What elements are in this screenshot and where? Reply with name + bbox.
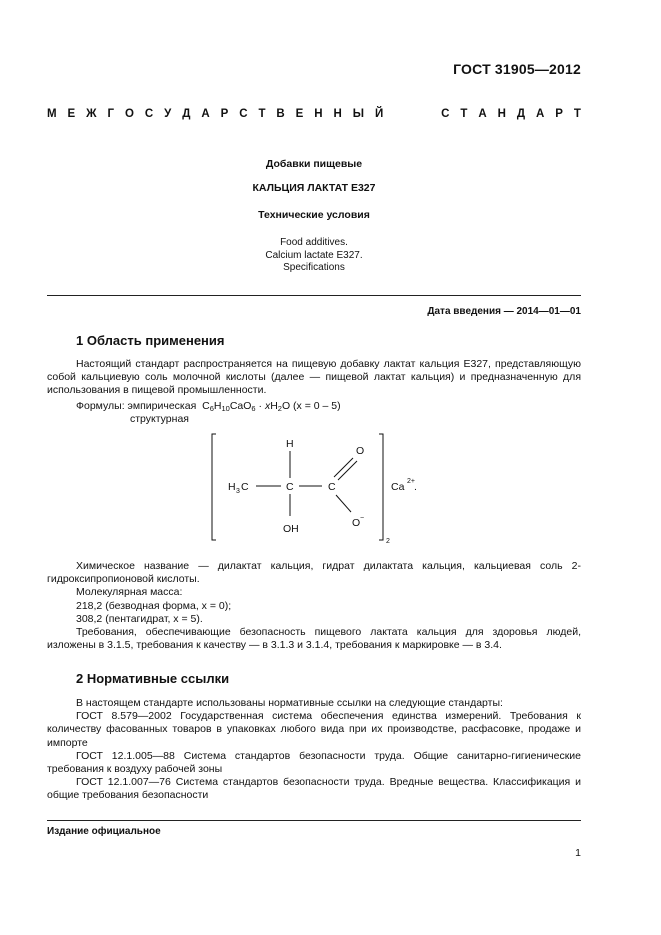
banner-letter: Ж <box>86 108 97 120</box>
reference-gost-12-1-005: ГОСТ 12.1.005—88 Система стандартов безопасности труда. Общие санитарно-гигиенические требования к воздуху рабочей зоны <box>47 749 581 776</box>
banner-letter: Е <box>67 108 76 120</box>
edition-label: Издание официальное <box>47 826 161 837</box>
section-2-body <box>47 697 581 803</box>
formula-o-sub: 6 <box>251 404 256 413</box>
formula-h2: H <box>270 400 278 412</box>
formula-h: H <box>213 400 222 412</box>
banner-letter: А <box>535 108 545 120</box>
molecular-mass-label: Молекулярная масса: <box>76 586 183 599</box>
footer-divider <box>47 820 581 821</box>
left-bracket <box>212 434 216 540</box>
formula-x: x <box>264 400 271 412</box>
section-1-intro <box>47 358 581 398</box>
introduction-date: Дата введения — 2014—01—01 <box>427 306 581 317</box>
carbon-carboxyl: C <box>328 481 336 493</box>
calcium-charge: 2+ <box>407 478 415 485</box>
carbon-alpha: C <box>286 481 294 493</box>
title-line-2: КАЛЬЦИЯ ЛАКТАТ Е327 <box>252 182 376 194</box>
structural-label: структурная <box>130 413 189 425</box>
calcium-period: . <box>414 481 417 493</box>
banner-letter: Й <box>374 108 384 120</box>
banner-letter: Д <box>516 108 526 120</box>
formula-prefix: Формулы: эмпирическая <box>76 400 197 412</box>
banner-letter: Р <box>220 108 229 120</box>
english-title-line-2: Calcium lactate E327. <box>265 249 363 261</box>
formula-h-sub: 10 <box>221 404 230 413</box>
references-intro: В настоящем стандарте использованы нормативные ссылки на следующие стандарты: <box>76 697 503 709</box>
calcium: Ca <box>391 481 405 493</box>
section-2-heading: 2 Нормативные ссылки <box>76 671 230 686</box>
oxygen-top: O <box>356 445 365 457</box>
english-title-line-1: Food additives. <box>280 237 348 248</box>
banner-letter: Д <box>182 108 191 120</box>
oxygen-anion: O <box>352 517 361 529</box>
section-1-details <box>47 560 581 652</box>
formula-dot: · <box>255 400 265 412</box>
formula-o: O <box>281 400 291 412</box>
methyl-c: C <box>241 481 249 493</box>
banner-letter: Т <box>573 108 581 120</box>
formula-range: (x = 0 – 5) <box>290 400 341 412</box>
banner-letter: О <box>124 108 134 120</box>
document-code: ГОСТ 31905—2012 <box>453 61 581 77</box>
formula-c: C <box>202 400 210 412</box>
reference-gost-12-1-007: ГОСТ 12.1.007—76 Система стандартов безопасности труда. Вредные вещества. Классификация и общие требования безопасности <box>47 776 581 802</box>
methyl-h: H <box>228 481 236 493</box>
banner-letter: С <box>441 108 450 120</box>
banner-letter: У <box>164 108 172 120</box>
section-1-heading: 1 Область применения <box>76 333 225 348</box>
formula-h2-sub: 2 <box>277 404 282 413</box>
bond-c-o-minus <box>336 495 351 512</box>
reference-gost-8-579: ГОСТ 8.579—2002 Государственная система обеспечения единства измерений. Требования к количеству фасованных товаров в упаковках любого вида при их производстве, расфасовке, продаже и импорте <box>47 710 581 749</box>
title-line-1: Добавки пищевые <box>265 158 363 170</box>
hydroxyl: OH <box>283 523 299 535</box>
hydrogen-top: H <box>286 438 294 450</box>
formula-cao: CaO <box>229 400 252 412</box>
banner-letter: Н <box>314 108 323 120</box>
banner-letter: А <box>201 108 210 120</box>
page-number: 1 <box>575 847 581 859</box>
banner-letter: Г <box>107 108 115 120</box>
title-line-3: Технические условия <box>258 209 370 221</box>
chemical-name: Химическое название — дилактат кальция, гидрат дилактата кальция, кальциевая соль 2-гидроксипропионовой кислоты. <box>47 560 581 586</box>
banner-letter: Н <box>497 108 506 120</box>
molecular-mass-pentahydrate: 308,2 (пентагидрат, x = 5). <box>76 612 203 625</box>
requirements-paragraph: Требования, обеспечивающие безопасность пищевого лактата кальция для здоровья людей, изложены в 3.1.5, требования к качеству — в 3.1.3 и 3.1.4, требования к маркировке — в 3.4. <box>47 626 581 652</box>
formula-c-sub: 6 <box>209 404 214 413</box>
anion-charge: − <box>360 515 365 522</box>
english-title-line-3: Specifications <box>283 262 345 273</box>
banner-letter: М <box>47 108 57 120</box>
standard-banner <box>47 108 581 120</box>
banner-letter: Т <box>258 108 266 120</box>
right-bracket <box>379 434 383 540</box>
banner-letter: Н <box>333 108 342 120</box>
banner-letter: С <box>239 108 248 120</box>
bracket-subscript: 2 <box>386 538 390 545</box>
header-divider <box>47 295 581 296</box>
banner-letter: Р <box>555 108 563 120</box>
banner-letter: А <box>478 108 487 120</box>
english-title <box>47 237 581 275</box>
banner-letter: Е <box>295 108 304 120</box>
empirical-formula <box>76 400 341 413</box>
banner-gap <box>394 108 430 120</box>
banner-letter: Т <box>460 108 468 120</box>
banner-letter: С <box>144 108 154 120</box>
banner-letter: В <box>276 108 285 120</box>
molecular-mass-anhydrous: 218,2 (безводная форма, x = 0); <box>76 599 232 612</box>
scope-paragraph: Настоящий стандарт распространяется на пищевую добавку лактат кальция Е327, представляющую собой кальциевую соль молочной кислоты (далее — пищевой лактат кальция) и предназначенную для использования в пищевой промышленности. <box>47 358 581 397</box>
structural-formula <box>200 428 430 548</box>
methyl-sub: 3 <box>236 488 240 495</box>
banner-letter: Ы <box>352 108 365 120</box>
